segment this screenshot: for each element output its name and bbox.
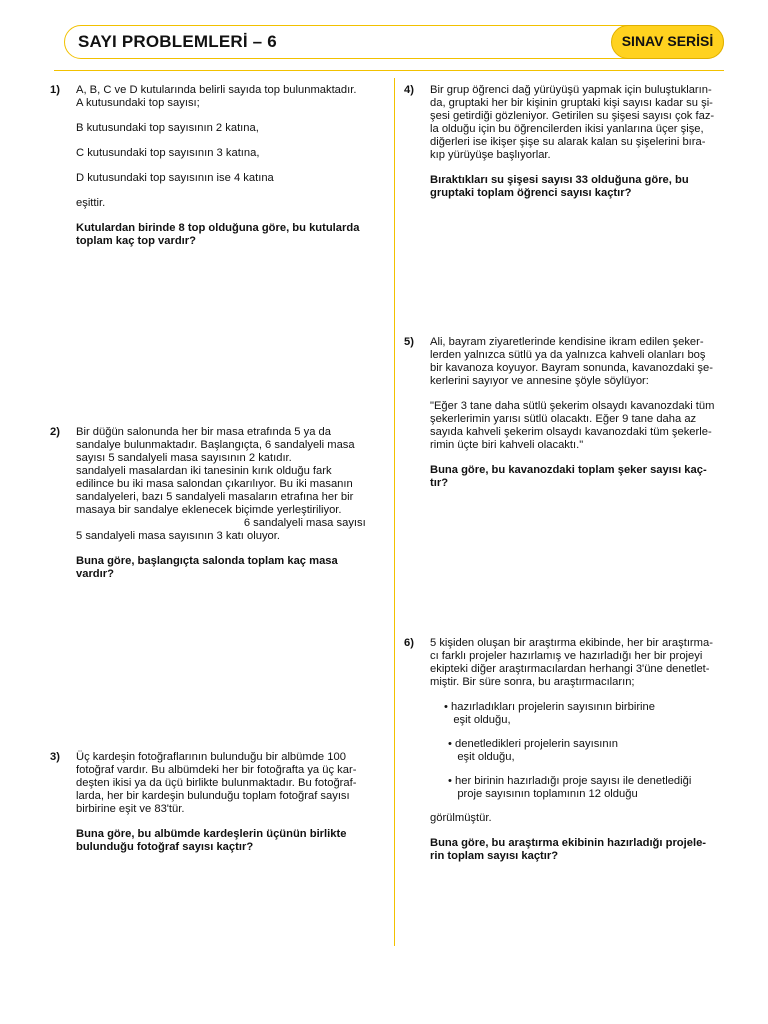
bullet-item: • denetledikleri projelerin sayısının eşit olduğu, <box>448 738 618 763</box>
question-body <box>76 751 356 854</box>
page-title: SAYI PROBLEMLERİ – 6 <box>78 32 277 51</box>
question-prompt: Buna göre, bu araştırma ekibinin hazırladığı projele- rin toplam sayısı kaçtır? <box>430 837 707 862</box>
question-number: 3) <box>50 751 60 763</box>
series-badge: SINAV SERİSİ <box>611 25 724 59</box>
question-text: Ali, bayram ziyaretlerinde kendisine ikram edilen şeker- lerden yalnızca sütlü ya da yalnızca kahveli olanları boş bir kavanoza koyuyor. Bayram sonunda, kavanozdaki şe- kerlerini sayıyor ve annesine şöyle söylüyor: <box>430 336 713 387</box>
question-body <box>430 637 713 863</box>
question-text: B kutusundaki top sayısının 2 katına, <box>76 122 259 134</box>
question-text: Bir grup öğrenci dağ yürüyüşü yapmak için buluştukların- da, gruptaki her bir kişinin gruptaki kişi sayısı kadar su şi- şesi getirdiği gözleniyor. Getirilen su şişesi sayısı çok faz- la olduğu için bu öğrencilerden ikisi yanlarına üçer şişe, diğerleri ise ikişer şişe su alarak kalan su şişelerini bıra- kıp yürüyüşe başlıyorlar. <box>430 84 715 161</box>
question-text: 5 kişiden oluşan bir araştırma ekibinde, her bir araştırma- cı farklı projeler hazırlamış ve hazırladığı her bir projeyi ekipteki diğer araştırmacılardan herhangi 3'üne denetlet- miştir. Bir süre sonra, bu araştırmacıların; <box>430 637 713 688</box>
question-number: 6) <box>404 637 414 649</box>
question-number: 4) <box>404 84 414 96</box>
question-number: 1) <box>50 84 60 96</box>
header-divider <box>54 70 724 71</box>
question-text: Üç kardeşin fotoğraflarının bulunduğu bir albümde 100 fotoğraf vardır. Bu albümdeki her bir fotoğrafta ya üç kar- deşten ikisi ya da üçü birlikte bulunmaktadır. Bu fotoğraf- larda, her bir kardeşin bulunduğu toplam fotoğraf sayısı birbirine eşit ve 83'tür. <box>76 751 357 815</box>
question-number: 5) <box>404 336 414 348</box>
question-prompt: Buna göre, bu kavanozdaki toplam şeker sayısı kaç- tır? <box>430 464 707 489</box>
question-text: D kutusundaki top sayısının ise 4 katına <box>76 172 274 184</box>
question-text: A, B, C ve D kutularında belirli sayıda top bulunmaktadır. A kutusundaki top sayısı; <box>76 84 357 109</box>
question-prompt: Buna göre, başlangıçta salonda toplam kaç masa vardır? <box>76 555 338 580</box>
question-prompt: Bıraktıkları su şişesi sayısı 33 olduğuna göre, bu gruptaki toplam öğrenci sayısı kaçtır? <box>430 174 689 199</box>
bullet-item: • her birinin hazırladığı proje sayısı ile denetlediği proje sayısının toplamının 12 olduğu <box>448 775 692 800</box>
column-divider <box>394 78 395 946</box>
question-prompt: Buna göre, bu albümde kardeşlerin üçünün birlikte bulunduğu fotoğraf sayısı kaçtır? <box>76 828 347 853</box>
question-number: 2) <box>50 426 60 438</box>
question-prompt: Kutulardan birinde 8 top olduğuna göre, bu kutularda toplam kaç top vardır? <box>76 222 360 247</box>
question-body <box>76 84 359 248</box>
question-text: Bir düğün salonunda her bir masa etrafında 5 ya da sandalye bulunmaktadır. Başlangıçta, 6 sandalyeli masa sayısı 5 sandalyeli masa sayısının 2 katıdır. sandalyeli masalardan iki tanesinin kırık olduğu fark edilince bu iki masa salondan çıkarılıyor. Bu iki masanın sandalyeleri, bazı 5 sandalyeli masaların etrafına her bir masaya bir sandalye eklenecek biçimde yerleştiriliyor. 6 sandalyeli masa sayısı 5 sandalyeli masa sayısının 3 katı oluyor. <box>76 426 366 542</box>
quoted-text: "Eğer 3 tane daha sütlü şekerim olsaydı kavanozdaki tüm şekerlerimin yarısı sütlü olacaktı. Eğer 9 tane daha az sayıda kahveli şekerim olsaydı kavanozdaki tüm şekerle- rimin üçte biri kahveli olacaktı." <box>430 400 715 451</box>
bullet-item: • hazırladıkları projelerin sayısının birbirine eşit olduğu, <box>444 701 655 726</box>
question-text: C kutusundaki top sayısının 3 katına, <box>76 147 260 159</box>
question-body <box>76 426 366 581</box>
question-body <box>430 84 714 200</box>
question-body <box>430 336 714 490</box>
question-text: eşittir. <box>76 197 106 209</box>
question-text: görülmüştür. <box>430 812 492 824</box>
